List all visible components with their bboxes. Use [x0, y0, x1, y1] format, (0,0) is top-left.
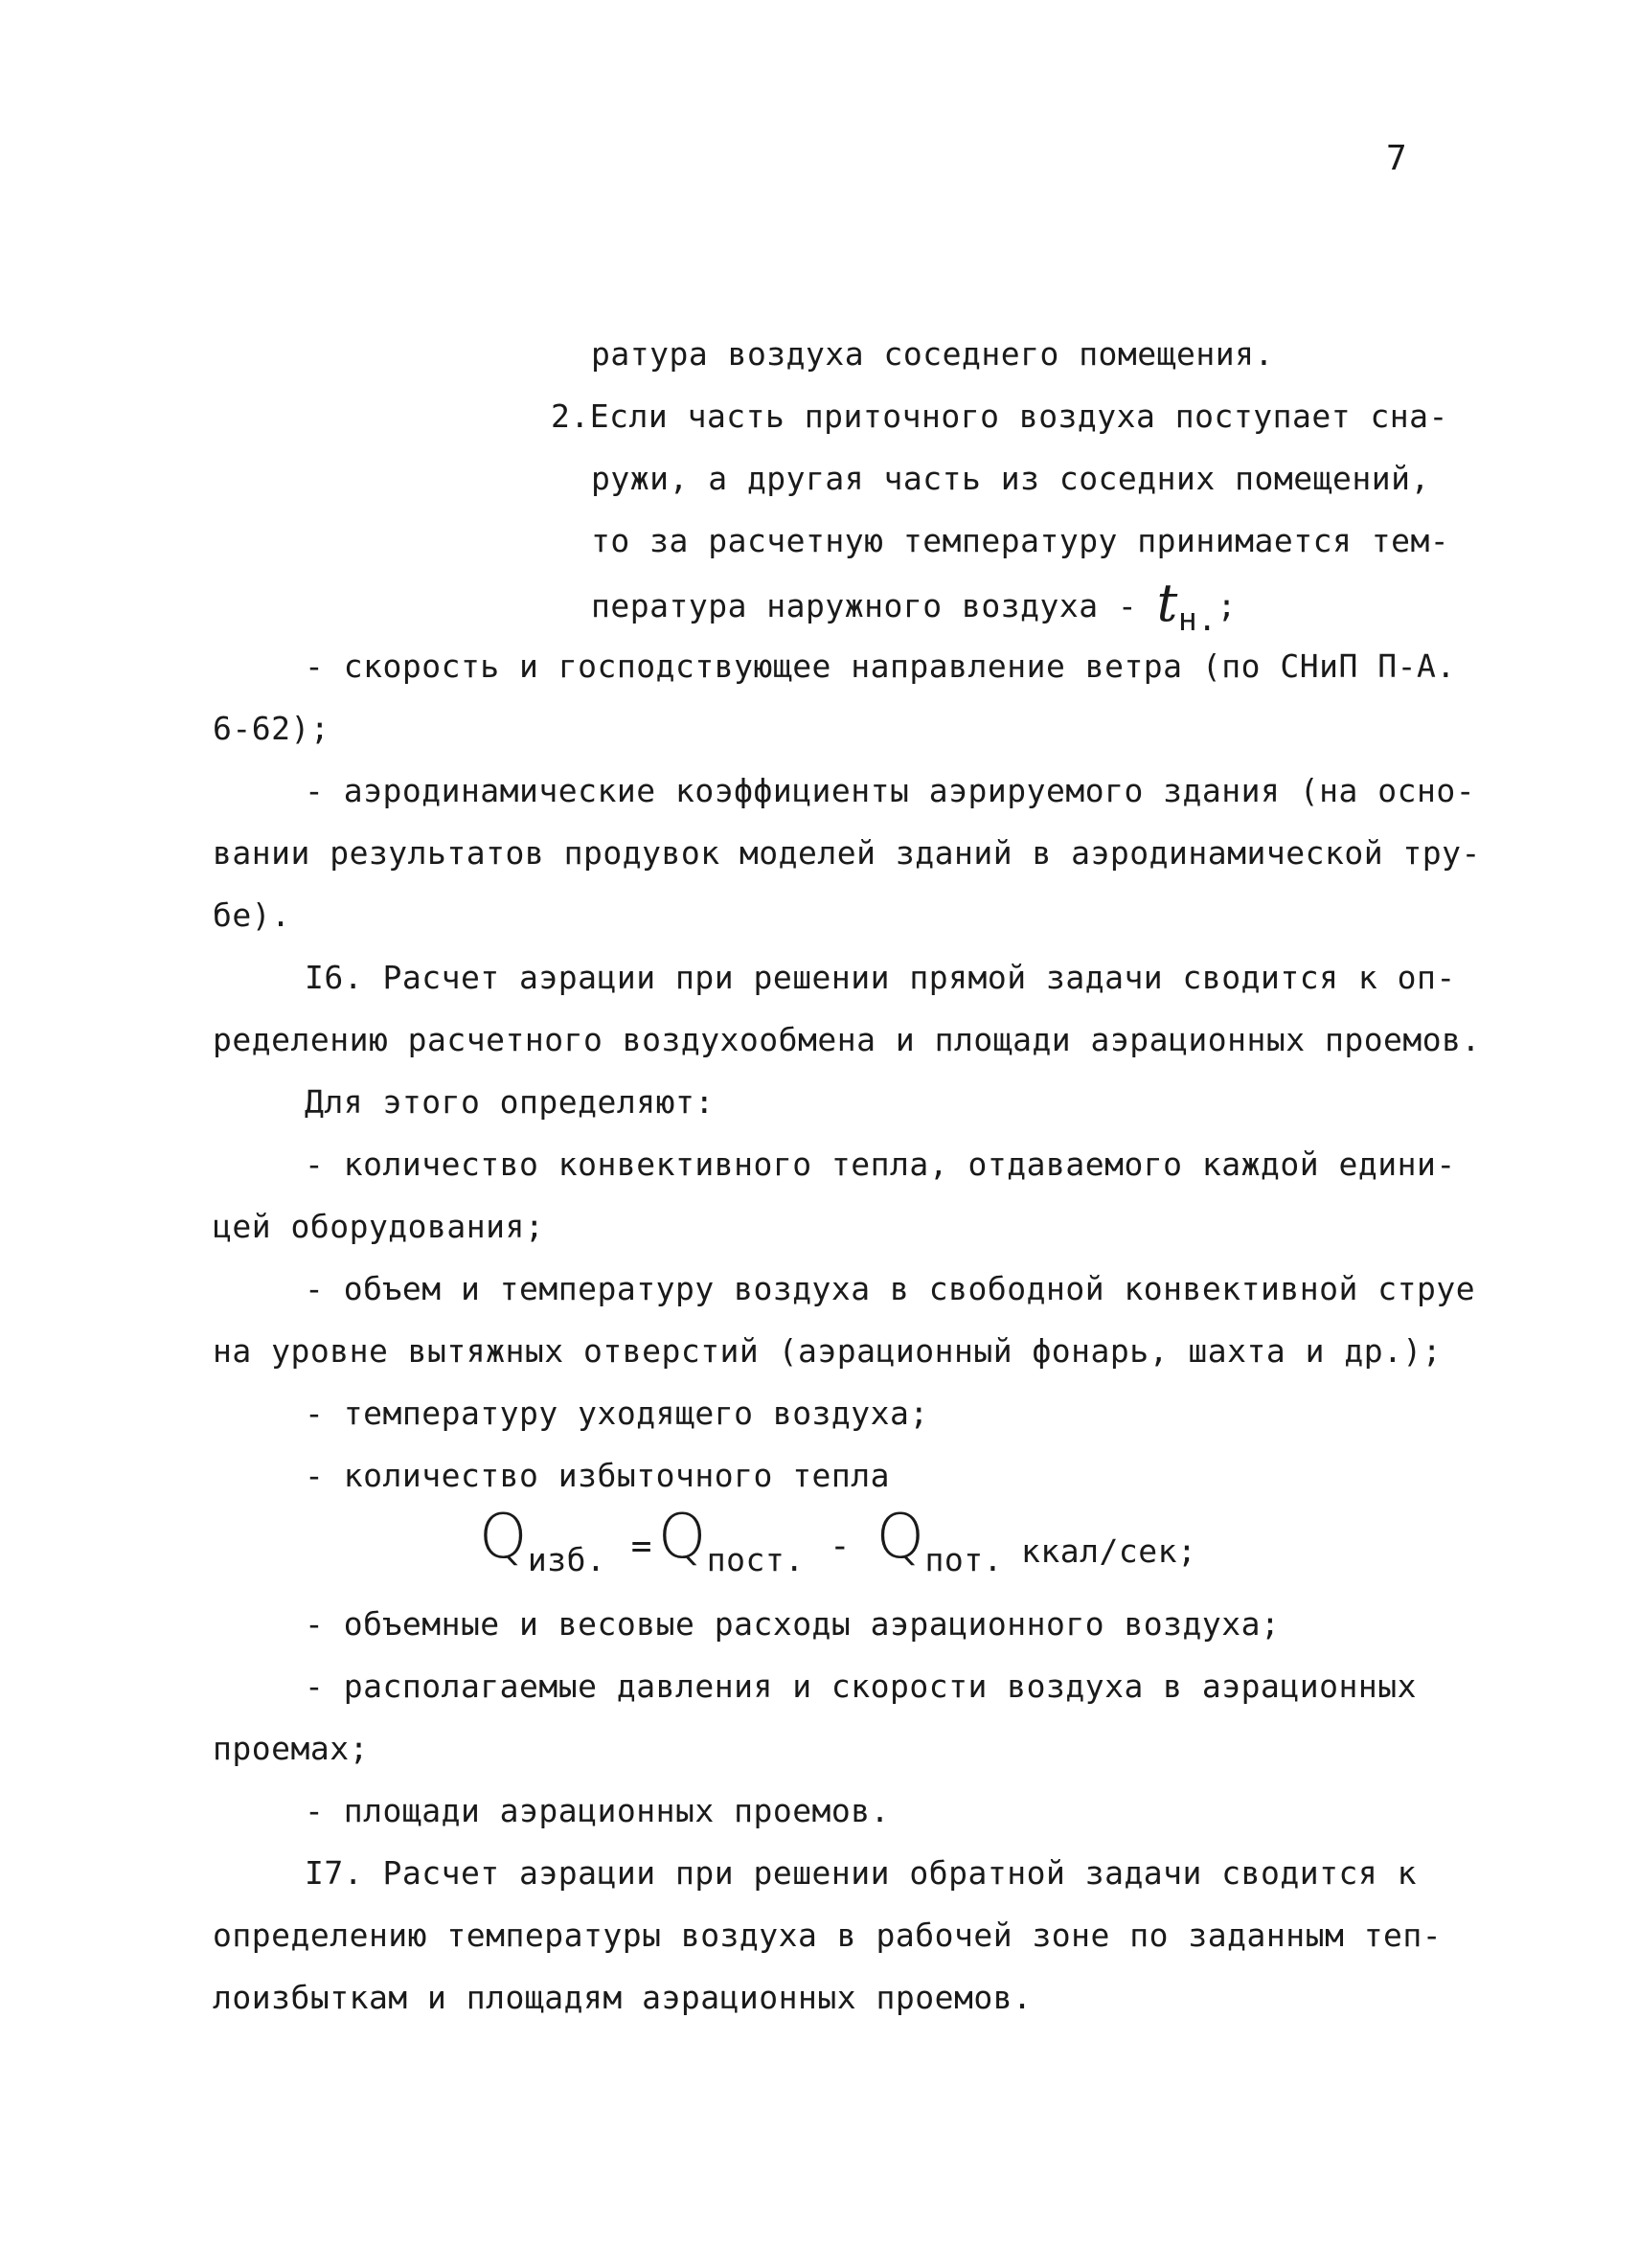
formula-q: Q: [876, 1502, 925, 1573]
text-line: - температуру уходящего воздуха;: [305, 1395, 929, 1432]
text-line: - площади аэрационных проемов.: [305, 1792, 891, 1829]
text-line: - количество конвективного тепла, отдаваемого каждой едини-: [305, 1145, 1456, 1183]
text-line: I7. Расчет аэрации при решении обратной задачи сводится к: [305, 1854, 1417, 1892]
text-line: то за расчетную температуру принимается тем-: [591, 522, 1450, 559]
formula-q: Q: [479, 1502, 528, 1573]
text-line: [591, 573, 1237, 639]
formula-subscript: изб.: [527, 1541, 606, 1578]
page-number: 7: [1386, 139, 1408, 178]
formula-subscript: пот.: [924, 1541, 1003, 1578]
text-line: бе).: [213, 896, 291, 934]
formula-q: Q: [657, 1502, 707, 1573]
formula-operator: =: [630, 1527, 652, 1566]
text-line: определению температуры воздуха в рабочей зоне по заданным теп-: [213, 1916, 1443, 1954]
text-line: 2.Если часть приточного воздуха поступает сна-: [551, 397, 1448, 435]
text-line: проемах;: [213, 1730, 369, 1767]
text-line: Для этого определяют:: [305, 1083, 715, 1121]
text-line: ределению расчетного воздухообмена и площади аэрационных проемов.: [213, 1021, 1481, 1058]
formula-subscript: пост.: [706, 1541, 805, 1578]
text-line: - количество избыточного тепла: [305, 1457, 891, 1494]
text-line: вании результатов продувок моделей зданий в аэродинамической тру-: [213, 834, 1481, 872]
formula-unit: ккал/сек;: [1021, 1532, 1197, 1570]
text-line: - располагаемые давления и скорости воздуха в аэрационных: [305, 1667, 1417, 1705]
temperature-symbol: t: [1156, 573, 1178, 633]
text-line: - объем и температуру воздуха в свободной конвективной струе: [305, 1270, 1476, 1307]
text-line: на уровне вытяжных отверстий (аэрационный фонарь, шахта и др.);: [213, 1332, 1443, 1370]
text-line: ратура воздуха соседнего помещения.: [591, 335, 1274, 373]
text-line: - скорость и господствующее направление ветра (по СНиП П-А.: [305, 647, 1456, 685]
text-line: I6. Расчет аэрации при решении прямой задачи сводится к оп-: [305, 959, 1456, 996]
text-line: цей оборудования;: [213, 1208, 545, 1245]
text-line: лоизбыткам и площадям аэрационных проемов.: [213, 1979, 1033, 2016]
excess-heat-formula: [479, 1499, 1003, 1599]
text-line: ружи, а другая часть из соседних помещений,: [591, 460, 1430, 497]
text-fragment: пература наружного воздуха -: [591, 587, 1138, 624]
text-line: - объемные и весовые расходы аэрационного воздуха;: [305, 1605, 1281, 1643]
formula-operator: -: [830, 1527, 852, 1566]
temperature-subscript: н.: [1177, 601, 1217, 638]
text-line: - аэродинамические коэффициенты аэрируемого здания (на осно-: [305, 772, 1476, 809]
text-line: 6-62);: [213, 710, 330, 747]
punctuation: ;: [1217, 587, 1237, 624]
